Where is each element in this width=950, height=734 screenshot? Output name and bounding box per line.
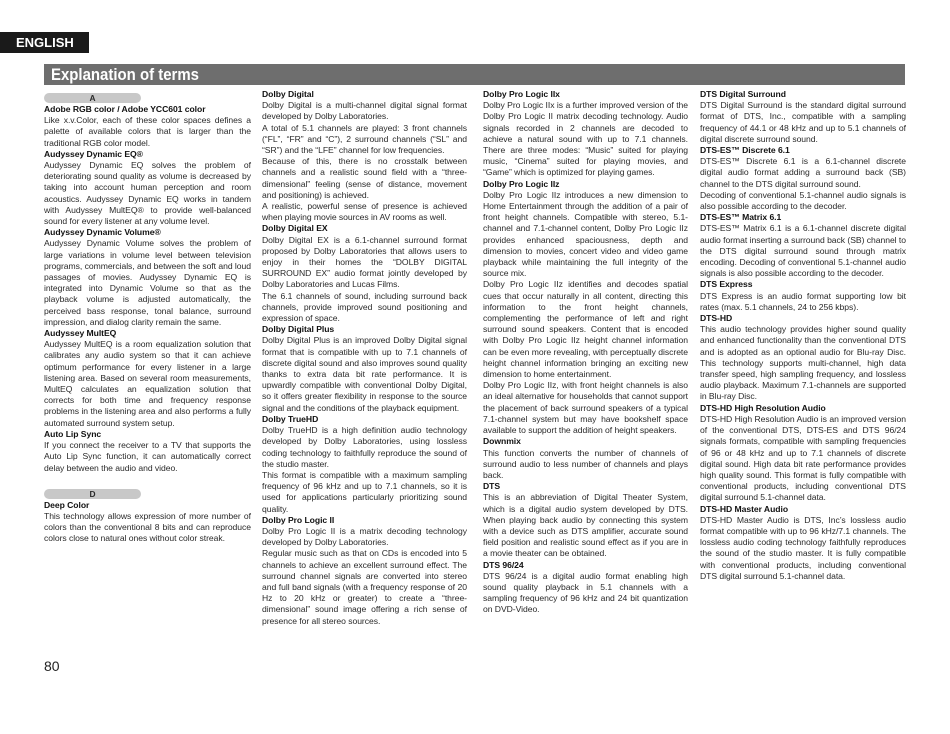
page-title (44, 64, 905, 85)
term-description: This audio technology provides higher sound quality and enhanced functionality than the conventional DTS and is adopted as an optional audio for Blu-ray Disc. This technology supports multi-channel, high data transfer speed, high sampling frequency, and lossless audio playback. Maximum 7.1-channels are supported in Blu-ray Disc. (700, 324, 906, 402)
term-heading: Dolby Pro Logic IIx (483, 89, 560, 99)
term-heading: Dolby Digital (262, 89, 314, 99)
column-2 (262, 89, 467, 627)
term-heading: DTS 96/24 (483, 559, 524, 570)
term-heading: Adobe RGB color / Adobe YCC601 color (44, 104, 206, 114)
term-description: This format is compatible with a maximum sampling frequency of 96 kHz and up to 7.1 channels, so it is used for applications particularly prioritizing sound quality. (262, 469, 467, 514)
term-description: Regular music such as that on CDs is encoded into 5 channels to achieve an excellent surround effect. The surround channel signals are converted into stereo and full band signals (with a frequency response of 20 Hz to 20 kHz or greater) to create a “three-dimensional” sound image offering a rich sense of presence for all stereo sources. (262, 548, 467, 626)
term-heading: DTS Express (700, 279, 753, 290)
term-description: Dolby Digital Plus is an improved Dolby Digital signal format that is compatible with up to 7.1 channels of discrete digital sound and also improves sound quality thanks to extra data bit rate performance. It is upwardly compatible with conventional Dolby Digital, so it offers greater flexibility in response to the source signal and the conditions of the playback equipment. (262, 335, 467, 413)
term-description: Dolby Pro Logic IIx is a further improved version of the Dolby Pro Logic II matrix decoding technology. Audio signals recorded in 2 channels are decoded to achieve a natural sound with up to 7.1 channels. There are three modes: “Music” suited for playing music, “Cinema” suited for playing movies, and “Game” which is optimized for playing games. (483, 100, 688, 178)
term-description: Dolby Pro Logic II is a matrix decoding technology developed by Dolby Laboratories. (262, 525, 467, 548)
term-description: Audyssey MultEQ is a room equalization solution that calibrates any audio system so that it can achieve optimum performance for every listener in a large listening area. Based on several room measurements, MultEQ calculates an equalization solution that corrects for both time and frequency response problems in the listening area and also performs a fully automated surround system setup. (44, 339, 251, 428)
term-heading: DTS-ES™ Matrix 6.1 (700, 212, 782, 223)
term-description: DTS Express is an audio format supporting low bit rates (max. 5.1 channels, 24 to 256 kbps). (700, 290, 906, 312)
language-tab: ENGLISH (0, 32, 89, 53)
term-heading: Dolby Pro Logic II (262, 514, 335, 525)
term-description: This is an abbreviation of Digital Theater System, which is a digital audio system developed by DTS. When playing back audio by connecting this system with a device such as DTS amplifier, accurate sound field position and realistic sound effect as if you are in a movie theater can be obtained. (483, 492, 688, 559)
term-heading: DTS-ES™ Discrete 6.1 (700, 145, 790, 156)
term-description: Decoding of conventional 5.1-channel audio signals is also possible according to the decoder. (700, 189, 906, 212)
term-heading: DTS-HD High Resolution Audio (700, 402, 826, 413)
term-description: DTS-HD Master Audio is DTS, Inc’s lossless audio format compatible with up to 96 kHz/7.1 channels. The lossless audio coding technology faithfully reproduces the sound of the studio master. It is fully compatible with conventional products, including conventional DTS digital surround 5.1-channel data. (700, 514, 906, 581)
term-heading: Dolby Digital EX (262, 223, 328, 234)
term-description: DTS Digital Surround is the standard digital surround format of DTS, Inc., compatible with a sampling frequency of 44.1 or 48 kHz and up to 5.1 channels of digital discrete surround sound. (700, 100, 906, 144)
term-description: DTS-HD High Resolution Audio is an improved version of the conventional DTS, DTS-ES and DTS 96/24 signals formats, compatible with sampling frequencies of 96 or 48 kHz and up to 7.1 channels of discrete digital sound. High data bit rate performance provides high quality sound. This format is fully compatible with conventional products, including conventional DTS digital surround 5.1-channel data. (700, 413, 906, 503)
term-heading: Deep Color (44, 499, 90, 510)
page-title-text: Explanation of terms (51, 65, 199, 84)
term-description: The 6.1 channels of sound, including surround back channels, provide improved sound positioning and expression of space. (262, 290, 467, 324)
term-description: Audyssey Dynamic Volume solves the problem of large variations in volume level between television programs, commercials, and between the soft and loud passages of movies. Audyssey Dynamic EQ is integrated into Dynamic Volume so that as the playback volume is adjusted automatically, the perceived bass response, tonal balance, surround impression, and dialog clarity remain the same. (44, 238, 251, 327)
term-description: DTS-ES™ Discrete 6.1 is a 6.1-channel discrete digital audio format adding a surround back (SB) channel to the DTS digital surround sound. (700, 156, 906, 189)
term-heading: Dolby TrueHD (262, 413, 319, 424)
term-description: This function converts the number of channels of surround audio to less number of channels and plays back. (483, 447, 688, 480)
term-description: Dolby Pro Logic IIz, with front height channels is also an ideal alternative for households that cannot support the placement of back surround speakers of a typical 7.1-channel system but may have bookshelf space available to support the addition of height speakers. (483, 380, 688, 436)
term-heading: DTS Digital Surround (700, 89, 786, 99)
term-heading: Auto Lip Sync (44, 428, 102, 439)
term-description: Because of this, there is no crosstalk between channels and a realistic sound field with a “three-dimensional” feeling (sense of distance, movement and positioning) is achieved. (262, 156, 467, 200)
term-heading: Downmix (483, 436, 521, 447)
term-heading: Dolby Pro Logic IIz (483, 178, 560, 189)
term-description: Dolby Pro Logic IIz introduces a new dimension to Home Entertainment through the addition of a pair of front height channels. Compatible with stereo, 5.1-channel and 7.1-channel content, Dolby Pro Logic IIz provides enhanced spaciousness, depth and dimension to movies, concert video and video game playback while maintaining the full integrity of the source mix. (483, 189, 688, 279)
section-letter: D (44, 489, 141, 499)
term-description: DTS-ES™ Matrix 6.1 is a 6.1-channel discrete digital audio format inserting a surround back (SB) channel to the DTS digital surround sound through matrix encoding. Decoding of conventional 5.1-channel audio signals is also possible according to the decoder. (700, 223, 906, 279)
term-description: This technology allows expression of more number of colors than the conventional 8 bits and can reproduce colors close to natural ones without color streak. (44, 510, 251, 544)
column-4 (700, 89, 906, 582)
section-letter: A (44, 93, 141, 103)
column-1 (44, 89, 251, 545)
term-description: Like x.v.Color, each of these color spaces defines a palette of available colors that is larger than the traditional RGB color model. (44, 115, 251, 148)
term-heading: DTS-HD Master Audio (700, 503, 789, 514)
term-description: A total of 5.1 channels are played: 3 front channels (“FL”, “FR” and “C”), 2 surround channels (“SL” and “SR”) and the “LFE” channel for low frequencies. (262, 122, 467, 156)
section-spacer (44, 474, 251, 485)
term-description: Dolby TrueHD is a high definition audio technology developed by Dolby Laboratories, using lossless coding technology to faithfully reproduce the sound of the studio master. (262, 425, 467, 469)
term-description: DTS 96/24 is a digital audio format enabling high sound quality playback in 5.1 channels with a sampling frequency of 96 kHz and 24 bit quantization on DVD-Video. (483, 570, 688, 615)
page-number: 80 (44, 658, 60, 674)
term-description: Dolby Digital EX is a 6.1-channel surround format proposed by Dolby Laboratories that allows users to enjoy in their homes the “DOLBY DIGITAL SURROUND EX” audio format jointly developed by Dolby Laboratories and Lucas Films. (262, 234, 467, 290)
term-description: Audyssey Dynamic EQ solves the problem of deteriorating sound quality as volume is decreased by taking into account human perception and room acoustics. Audyssey Dynamic EQ works in tandem with Audyssey MultEQ® to provide well-balanced sound for every listener at any volume level. (44, 160, 251, 227)
term-heading: Audyssey Dynamic EQ® (44, 148, 143, 159)
term-heading: DTS-HD (700, 313, 733, 324)
term-description: If you connect the receiver to a TV that supports the Auto Lip Sync function, it can automatically correct delay between the audio and video. (44, 440, 251, 473)
term-description: Dolby Pro Logic IIz identifies and decodes spatial cues that occur naturally in all content, directing this information to the front height channels, complementing the performance of left and right surround sound speakers. Content that is encoded with Dolby Pro Logic IIz height channel information can be even more revealing, with perceptually discrete height channel information bringing an exciting new dimension to home entertainment. (483, 279, 688, 380)
term-heading: Audyssey Dynamic Volume® (44, 227, 161, 238)
term-heading: Dolby Digital Plus (262, 324, 335, 335)
column-3 (483, 89, 688, 616)
term-heading: Audyssey MultEQ (44, 328, 117, 339)
term-heading: DTS (483, 481, 501, 492)
term-description: Dolby Digital is a multi-channel digital signal format developed by Dolby Laboratories. (262, 100, 467, 122)
term-description: A realistic, powerful sense of presence is achieved when playing movie sources in AV rooms as well. (262, 201, 467, 223)
